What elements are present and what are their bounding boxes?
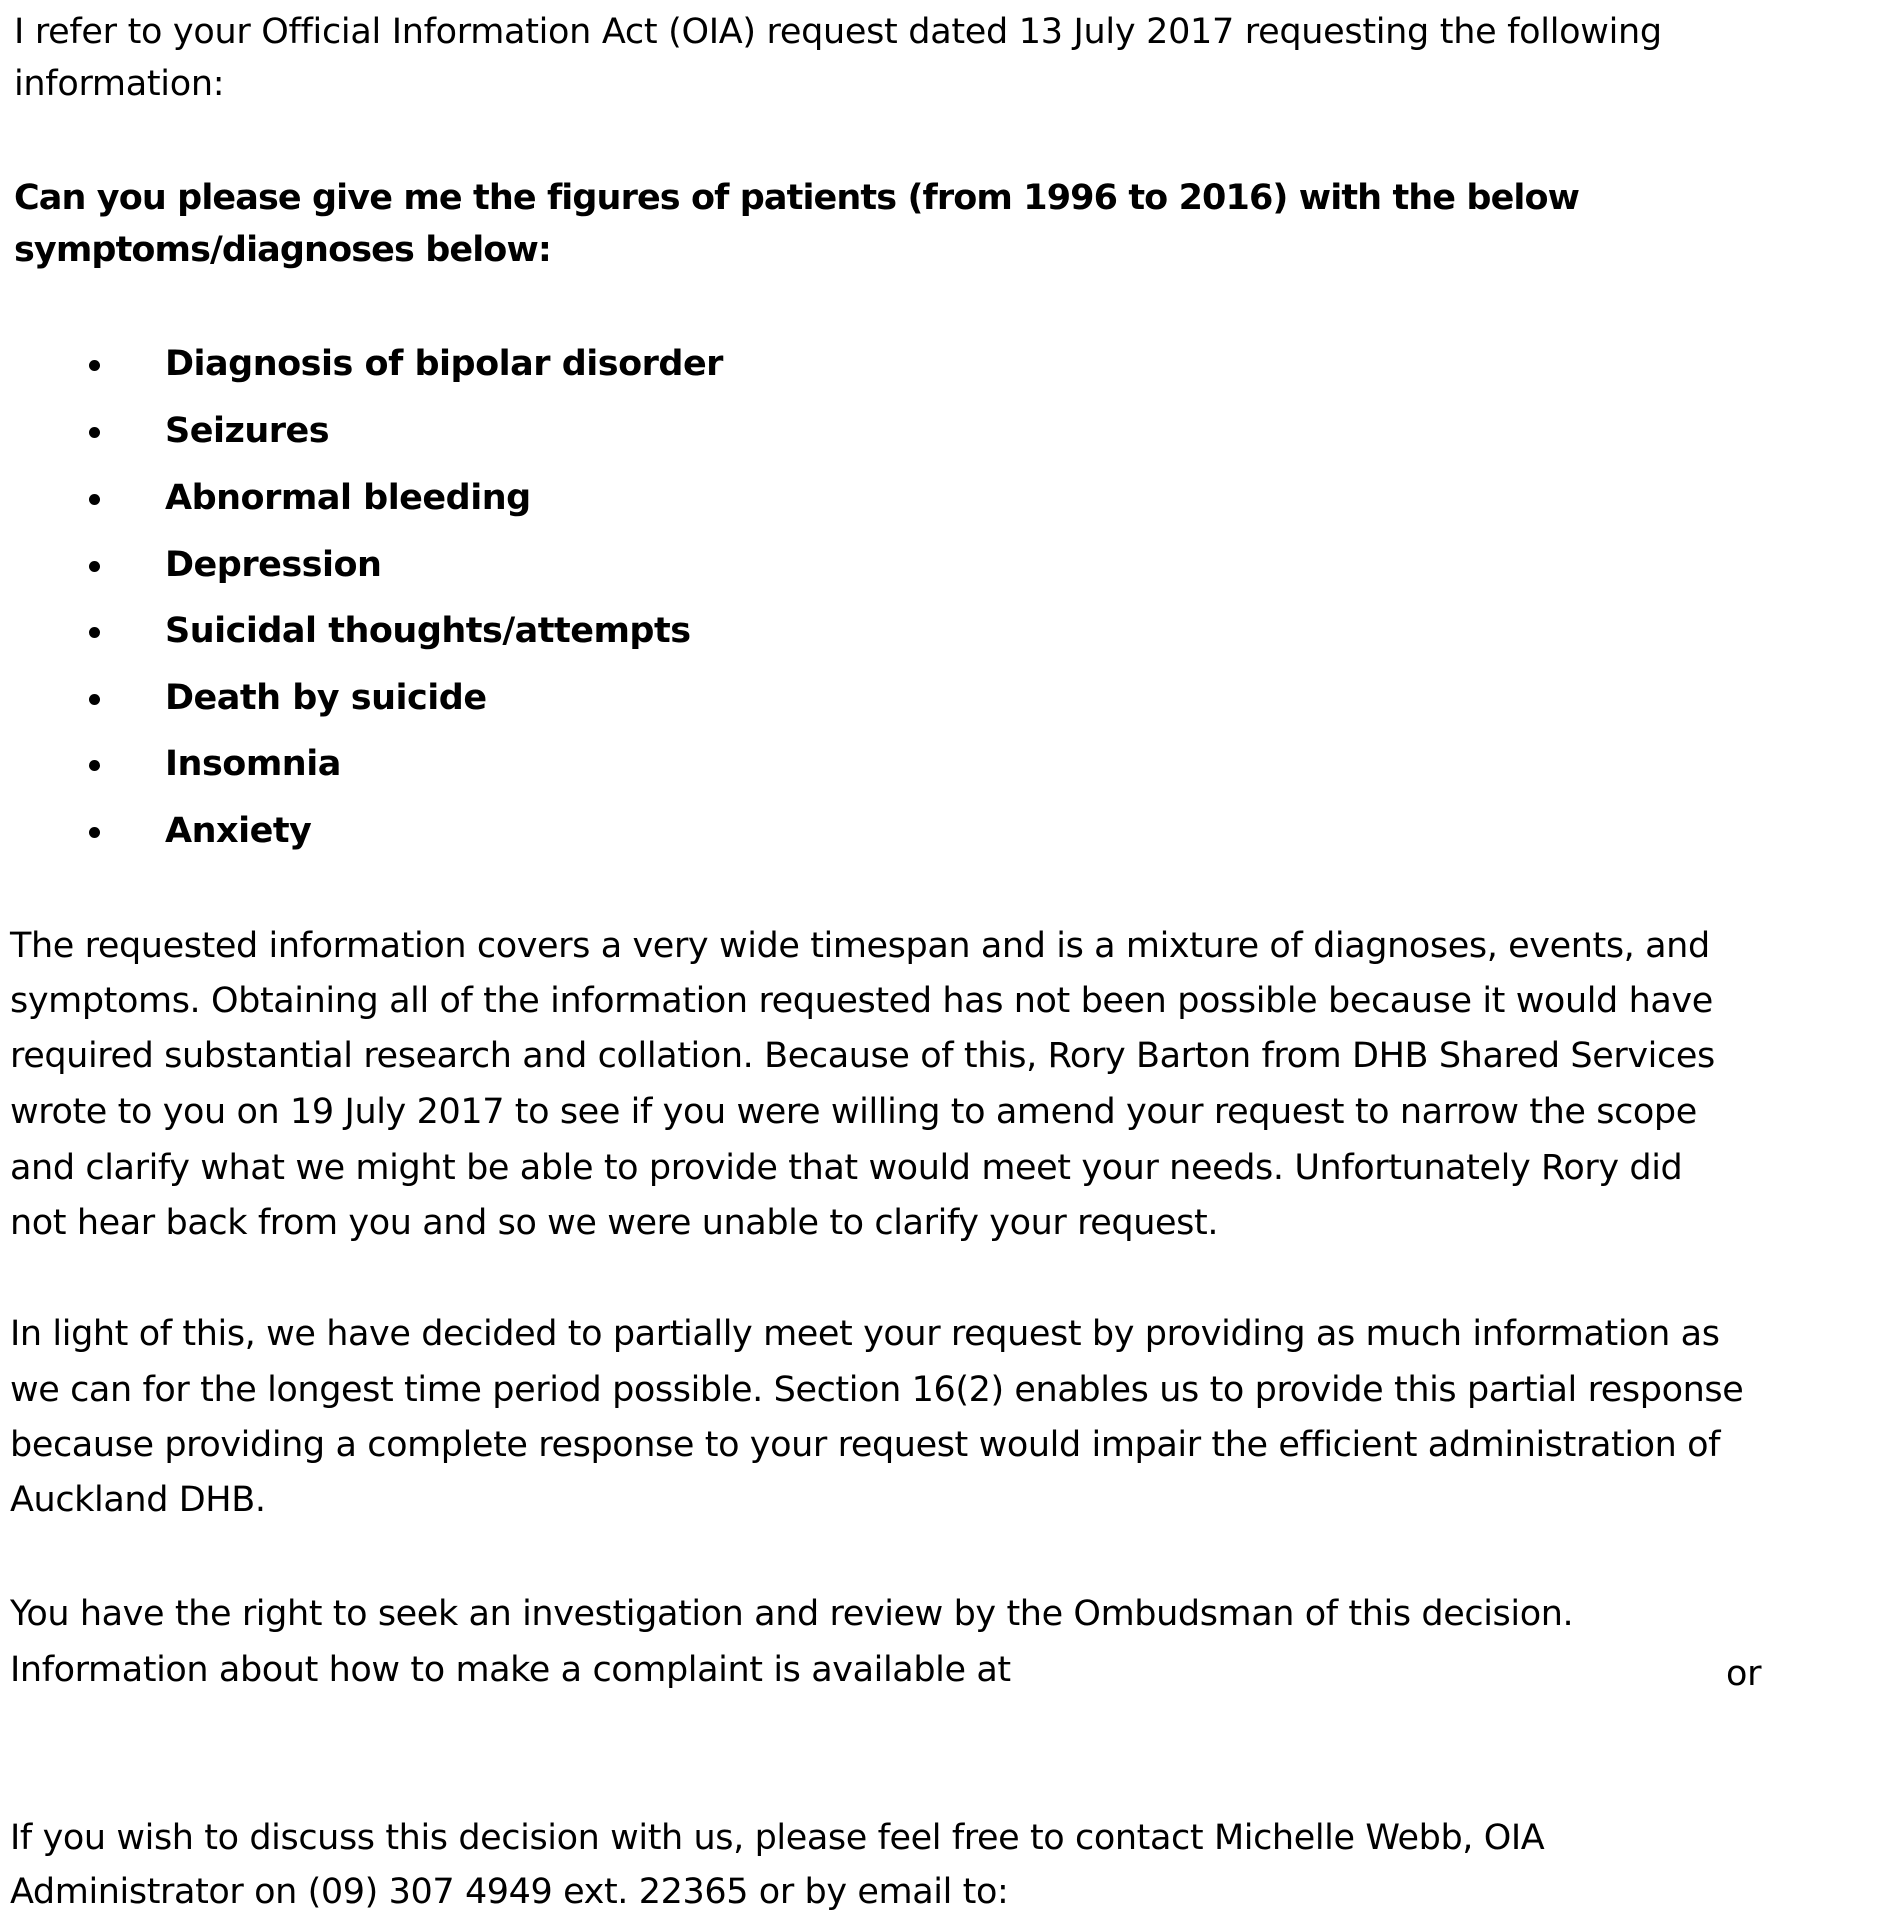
paragraph-1-line-2: symptoms. Obtaining all of the information requested has not been possible because it would have [10, 981, 1713, 1021]
list-item: Suicidal thoughts/attempts [165, 611, 691, 651]
intro-line-2: information: [14, 64, 225, 104]
intro-line-1: I refer to your Official Information Act (OIA) request dated 13 July 2017 requesting the following [14, 12, 1662, 52]
list-item: Insomnia [165, 744, 341, 784]
bullet-dot-icon [89, 494, 100, 505]
paragraph-2-line-3: because providing a complete response to your request would impair the efficient administration of [10, 1425, 1721, 1465]
paragraph-1-line-1: The requested information covers a very wide timespan and is a mixture of diagnoses, events, and [10, 926, 1710, 966]
paragraph-3-line-2: Information about how to make a complaint is available at [10, 1650, 1011, 1690]
bullet-dot-icon [89, 694, 100, 705]
bullet-dot-icon [89, 561, 100, 572]
request-line-1: Can you please give me the figures of patients (from 1996 to 2016) with the below [14, 178, 1580, 218]
list-item: Depression [165, 545, 382, 585]
list-item: Diagnosis of bipolar disorder [165, 344, 723, 384]
paragraph-1-line-4: wrote to you on 19 July 2017 to see if you were willing to amend your request to narrow the scope [10, 1092, 1697, 1132]
paragraph-1-line-6: not hear back from you and so we were unable to clarify your request. [10, 1203, 1219, 1243]
paragraph-4-line-2: Administrator on (09) 307 4949 ext. 22365 or by email to: [10, 1872, 1009, 1912]
request-line-2: symptoms/diagnoses below: [14, 230, 551, 270]
paragraph-2-line-2: we can for the longest time period possible. Section 16(2) enables us to provide this partial response [10, 1370, 1744, 1410]
list-item: Anxiety [165, 811, 312, 851]
paragraph-1-line-3: required substantial research and collation. Because of this, Rory Barton from DHB Shared Services [10, 1036, 1715, 1076]
paragraph-2-line-1: In light of this, we have decided to partially meet your request by providing as much information as [10, 1314, 1720, 1354]
list-item: Death by suicide [165, 678, 487, 718]
paragraph-1-line-5: and clarify what we might be able to provide that would meet your needs. Unfortunately Rory did [10, 1148, 1683, 1188]
list-item: Seizures [165, 411, 330, 451]
bullet-dot-icon [89, 627, 100, 638]
bullet-dot-icon [89, 827, 100, 838]
paragraph-2-line-4: Auckland DHB. [10, 1480, 266, 1520]
bullet-dot-icon [89, 427, 100, 438]
list-item: Abnormal bleeding [165, 478, 531, 518]
paragraph-4-line-1: If you wish to discuss this decision with us, please feel free to contact Michelle Webb, OIA [10, 1818, 1545, 1858]
paragraph-3-or: or [1726, 1654, 1762, 1694]
paragraph-3-line-1: You have the right to seek an investigation and review by the Ombudsman of this decision. [10, 1594, 1574, 1634]
bullet-dot-icon [89, 760, 100, 771]
bullet-dot-icon [89, 360, 100, 371]
